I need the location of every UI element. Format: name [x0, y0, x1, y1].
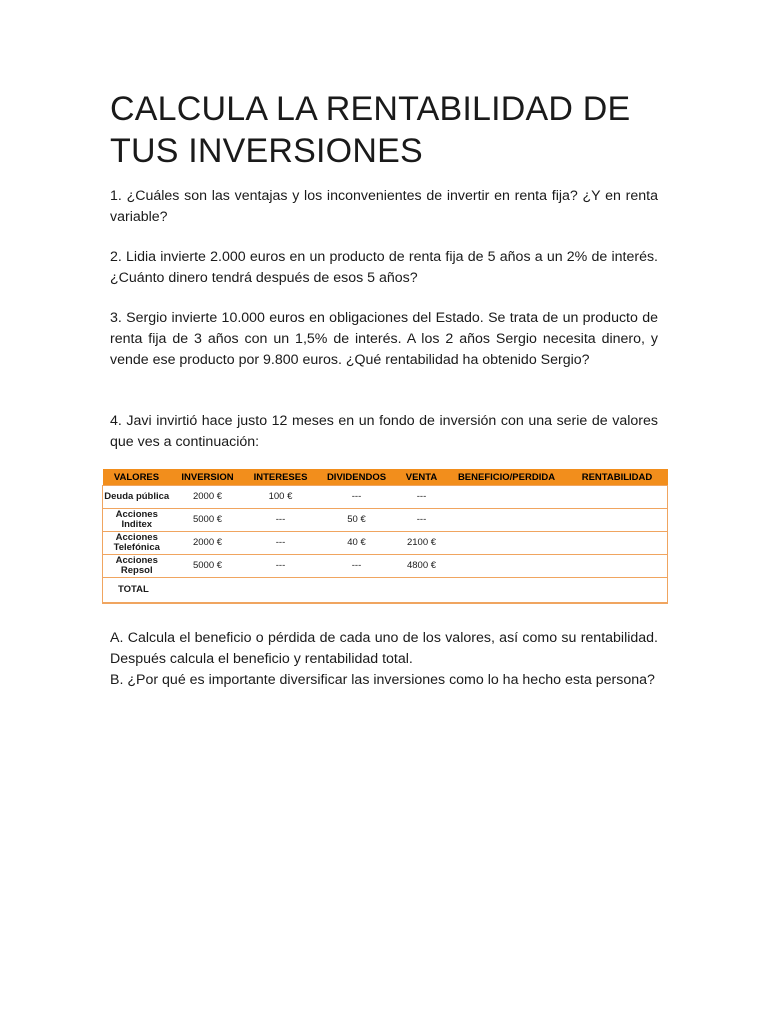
- cell-venta: ---: [397, 486, 447, 509]
- cell-venta: 2100 €: [397, 532, 447, 555]
- cell-total-dividendos: [317, 578, 397, 604]
- question-2: 2. Lidia invierte 2.000 euros en un producto de renta fija de 5 años a un 2% de interés. ¿Cuánto dinero tendrá después de esos 5 años?: [110, 249, 658, 286]
- cell-rentabilidad: [567, 555, 668, 578]
- investment-table-wrapper: [102, 469, 667, 604]
- cell-valor: Acciones Repsol: [103, 555, 171, 578]
- header-beneficio-perdida: BENEFICIO/PERDIDA: [447, 469, 567, 486]
- cell-intereses: ---: [245, 509, 317, 532]
- cell-beneficio: [447, 555, 567, 578]
- cell-valor: Deuda pública: [103, 486, 171, 509]
- table-row: [103, 486, 668, 509]
- cell-beneficio: [447, 486, 567, 509]
- question-4: 4. Javi invirtió hace justo 12 meses en un fondo de inversión con una serie de valores que ves a continuación:: [110, 413, 658, 450]
- cell-inversion: 2000 €: [171, 532, 245, 555]
- table-row: [103, 509, 668, 532]
- table-total-row: [103, 578, 668, 604]
- cell-total-inversion: [171, 578, 245, 604]
- cell-total-rentabilidad: [567, 578, 668, 604]
- cell-dividendos: ---: [317, 486, 397, 509]
- cell-venta: ---: [397, 509, 447, 532]
- question-1: 1. ¿Cuáles son las ventajas y los inconvenientes de invertir en renta fija? ¿Y en renta variable?: [110, 188, 658, 225]
- header-inversion: INVERSION: [171, 469, 245, 486]
- table-row: [103, 532, 668, 555]
- question-3: 3. Sergio invierte 10.000 euros en obligaciones del Estado. Se trata de un producto de renta fija de 3 años con un 1,5% de interés. A los 2 años Sergio necesita dinero, y vende ese producto por 9.800 euros. ¿Qué rentabilidad ha obtenido Sergio?: [110, 310, 658, 368]
- cell-total-label: TOTAL: [103, 578, 171, 604]
- page-title: CALCULA LA RENTABILIDAD DE TUS INVERSIONES: [110, 90, 631, 170]
- cell-rentabilidad: [567, 532, 668, 555]
- cell-intereses: ---: [245, 555, 317, 578]
- cell-rentabilidad: [567, 486, 668, 509]
- cell-valor: Acciones Inditex: [103, 509, 171, 532]
- header-valores: VALORES: [103, 469, 171, 486]
- cell-beneficio: [447, 509, 567, 532]
- table-row: [103, 555, 668, 578]
- cell-total-beneficio: [447, 578, 567, 604]
- cell-total-intereses: [245, 578, 317, 604]
- cell-inversion: 5000 €: [171, 555, 245, 578]
- cell-rentabilidad: [567, 509, 668, 532]
- header-dividendos: DIVIDENDOS: [317, 469, 397, 486]
- header-rentabilidad: RENTABILIDAD: [567, 469, 668, 486]
- cell-dividendos: 40 €: [317, 532, 397, 555]
- header-venta: VENTA: [397, 469, 447, 486]
- table-header-row: [103, 469, 668, 486]
- cell-beneficio: [447, 532, 567, 555]
- cell-intereses: ---: [245, 532, 317, 555]
- cell-dividendos: ---: [317, 555, 397, 578]
- cell-total-venta: [397, 578, 447, 604]
- cell-valor: Acciones Telefónica: [103, 532, 171, 555]
- header-intereses: INTERESES: [245, 469, 317, 486]
- cell-dividendos: 50 €: [317, 509, 397, 532]
- cell-inversion: 2000 €: [171, 486, 245, 509]
- question-a: A. Calcula el beneficio o pérdida de cada uno de los valores, así como su rentabilidad. Después calcula el beneficio y rentabilidad total.: [110, 630, 658, 667]
- cell-inversion: 5000 €: [171, 509, 245, 532]
- cell-intereses: 100 €: [245, 486, 317, 509]
- question-b: B. ¿Por qué es importante diversificar las inversiones como lo ha hecho esta persona?: [110, 672, 655, 688]
- investment-table: [102, 469, 668, 604]
- cell-venta: 4800 €: [397, 555, 447, 578]
